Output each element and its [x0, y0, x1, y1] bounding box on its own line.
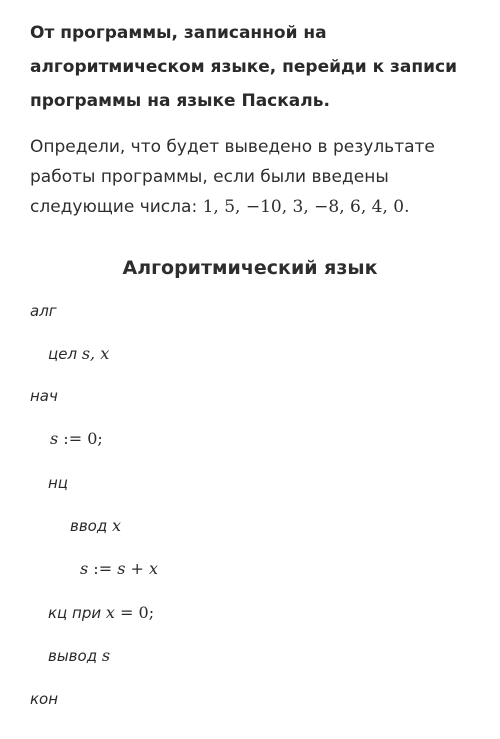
keyword-nach: нач	[30, 387, 58, 405]
code-line-end	[30, 688, 58, 710]
input-var: x	[112, 516, 122, 535]
loop-cond-var: x	[105, 603, 115, 622]
output-var: s	[101, 646, 111, 665]
keyword-kon: кон	[30, 690, 59, 708]
keyword-vyvod: вывод	[48, 647, 98, 665]
task-title: От программы, записанной на алгоритмическом языке, перейди к записи программы на языке Паскаль.	[30, 23, 458, 111]
code-line-loop-start	[48, 472, 68, 494]
assign-lhs: s	[80, 559, 89, 578]
input-numbers: 1, 5, −10, 3, −8, 6, 4, 0.	[202, 197, 410, 217]
keyword-vvod: ввод	[70, 517, 108, 535]
code-line-assign	[80, 558, 158, 580]
assign-rhs-a: s	[117, 559, 126, 578]
code-line-begin	[30, 385, 58, 407]
keyword-nc: нц	[48, 474, 69, 492]
assign-rhs-b: x	[148, 559, 159, 578]
code-line-init	[50, 428, 103, 450]
keyword-cel: цел	[48, 345, 78, 363]
code-line-loop-end	[48, 602, 154, 624]
assign-op: :=	[88, 559, 118, 578]
keyword-alg: алг	[30, 302, 57, 320]
question-text: Определи, что будет выведено в результате работы программы, если были введены следующие числа:	[30, 137, 435, 217]
keyword-kc-pri: кц при	[48, 604, 102, 622]
code-line-declaration	[48, 343, 109, 365]
code-line-input	[70, 515, 121, 537]
code-line-alg	[30, 300, 57, 322]
section-heading: Алгоритмический язык	[122, 257, 378, 279]
init-var: s	[50, 429, 59, 448]
declared-vars: s, x	[81, 344, 110, 363]
assign-plus: +	[125, 559, 149, 578]
loop-cond-op: = 0;	[114, 603, 155, 622]
code-line-output	[48, 645, 110, 667]
init-op: := 0;	[58, 429, 103, 448]
task-question	[30, 132, 485, 222]
